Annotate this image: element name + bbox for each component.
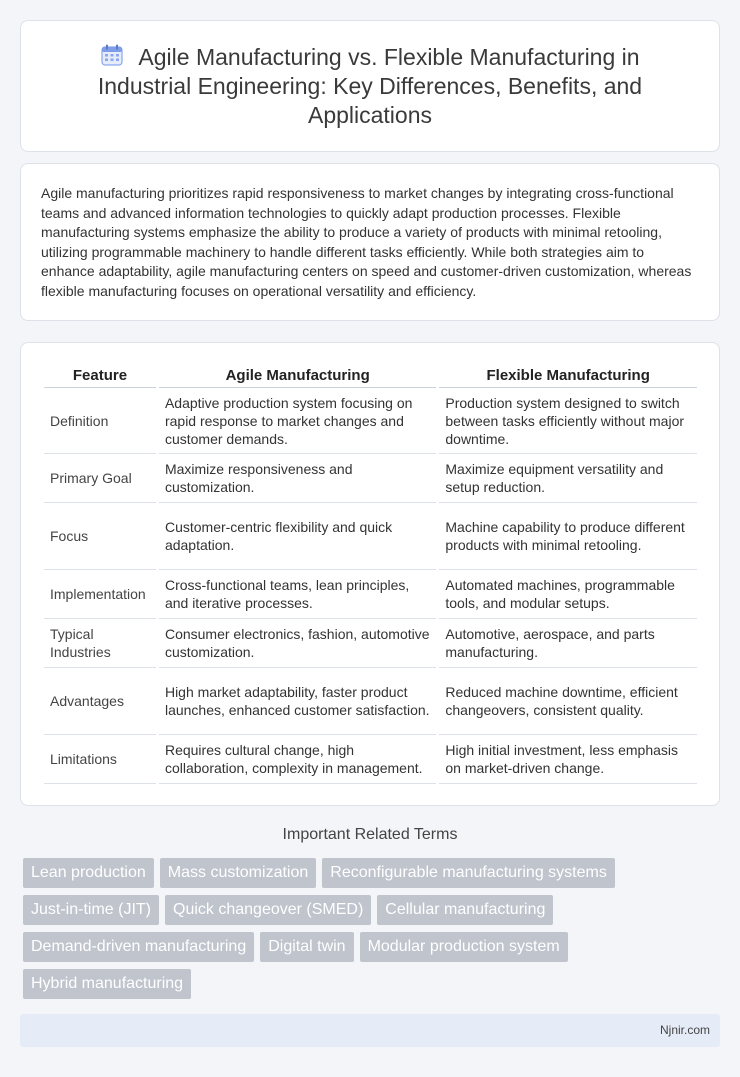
row-feature: Primary Goal bbox=[44, 454, 156, 503]
header-feature: Feature bbox=[44, 363, 156, 388]
footer bbox=[20, 1014, 720, 1047]
table-row bbox=[44, 735, 697, 784]
row-agile: Cross-functional teams, lean principles, and iterative processes. bbox=[159, 570, 436, 619]
row-flexible: Machine capability to produce different products with minimal retooling. bbox=[439, 503, 697, 570]
row-feature: Definition bbox=[44, 388, 156, 454]
row-flexible: Automated machines, programmable tools, and modular setups. bbox=[439, 570, 697, 619]
intro-card bbox=[20, 163, 720, 321]
row-flexible: Reduced machine downtime, efficient changeovers, consistent quality. bbox=[439, 668, 697, 735]
row-feature: Typical Industries bbox=[44, 619, 156, 668]
term-tag[interactable]: Just-in-time (JIT) bbox=[23, 895, 159, 925]
calendar-icon bbox=[100, 43, 124, 67]
table-header-row bbox=[44, 363, 697, 388]
title-card bbox=[20, 20, 720, 152]
term-tag[interactable]: Digital twin bbox=[260, 932, 353, 962]
row-flexible: Production system designed to switch between tasks efficiently without major downtime. bbox=[439, 388, 697, 454]
table-row bbox=[44, 454, 697, 503]
row-feature: Limitations bbox=[44, 735, 156, 784]
page-title bbox=[61, 43, 679, 130]
footer-brand[interactable]: Njnir.com bbox=[659, 1023, 710, 1037]
page-title-text: Agile Manufacturing vs. Flexible Manufacturing in Industrial Engineering: Key Differences, Benefits, and Applications bbox=[97, 44, 643, 128]
row-agile: Requires cultural change, high collaboration, complexity in management. bbox=[159, 735, 436, 784]
row-feature: Focus bbox=[44, 503, 156, 570]
related-terms-list bbox=[23, 858, 703, 1006]
term-tag[interactable]: Lean production bbox=[23, 858, 154, 888]
header-flexible: Flexible Manufacturing bbox=[439, 363, 697, 388]
header-agile: Agile Manufacturing bbox=[159, 363, 436, 388]
term-tag[interactable]: Cellular manufacturing bbox=[377, 895, 553, 925]
term-tag[interactable]: Reconfigurable manufacturing systems bbox=[322, 858, 615, 888]
row-feature: Advantages bbox=[44, 668, 156, 735]
term-tag[interactable]: Quick changeover (SMED) bbox=[165, 895, 371, 925]
row-agile: Adaptive production system focusing on rapid response to market changes and customer demands. bbox=[159, 388, 436, 454]
table-row bbox=[44, 388, 697, 454]
term-tag[interactable]: Demand-driven manufacturing bbox=[23, 932, 254, 962]
row-agile: High market adaptability, faster product launches, enhanced customer satisfaction. bbox=[159, 668, 436, 735]
table-row bbox=[44, 619, 697, 668]
row-agile: Consumer electronics, fashion, automotive customization. bbox=[159, 619, 436, 668]
related-terms-heading: Important Related Terms bbox=[282, 826, 458, 843]
row-agile: Maximize responsiveness and customization. bbox=[159, 454, 436, 503]
term-tag[interactable]: Hybrid manufacturing bbox=[23, 969, 191, 999]
intro-paragraph: Agile manufacturing prioritizes rapid responsiveness to market changes by integrating cross-functional teams and advanced information technologies to quickly adapt production processes. Flexible manufacturing systems emphasize the ability to produce a variety of products with minimal retooling, utilizing programmable machinery to handle different tasks efficiently. While both strategies aim to enhance adaptability, agile manufacturing centers on speed and customer-driven customization, whereas flexible manufacturing focuses on operational versatility and efficiency. bbox=[41, 185, 692, 299]
table-row bbox=[44, 503, 697, 570]
row-flexible: Automotive, aerospace, and parts manufacturing. bbox=[439, 619, 697, 668]
row-flexible: High initial investment, less emphasis on market-driven change. bbox=[439, 735, 697, 784]
comparison-table bbox=[41, 363, 700, 784]
comparison-table-card bbox=[20, 342, 720, 806]
row-flexible: Maximize equipment versatility and setup reduction. bbox=[439, 454, 697, 503]
row-feature: Implementation bbox=[44, 570, 156, 619]
row-agile: Customer-centric flexibility and quick adaptation. bbox=[159, 503, 436, 570]
term-tag[interactable]: Modular production system bbox=[360, 932, 568, 962]
table-row bbox=[44, 570, 697, 619]
term-tag[interactable]: Mass customization bbox=[160, 858, 317, 888]
table-row bbox=[44, 668, 697, 735]
